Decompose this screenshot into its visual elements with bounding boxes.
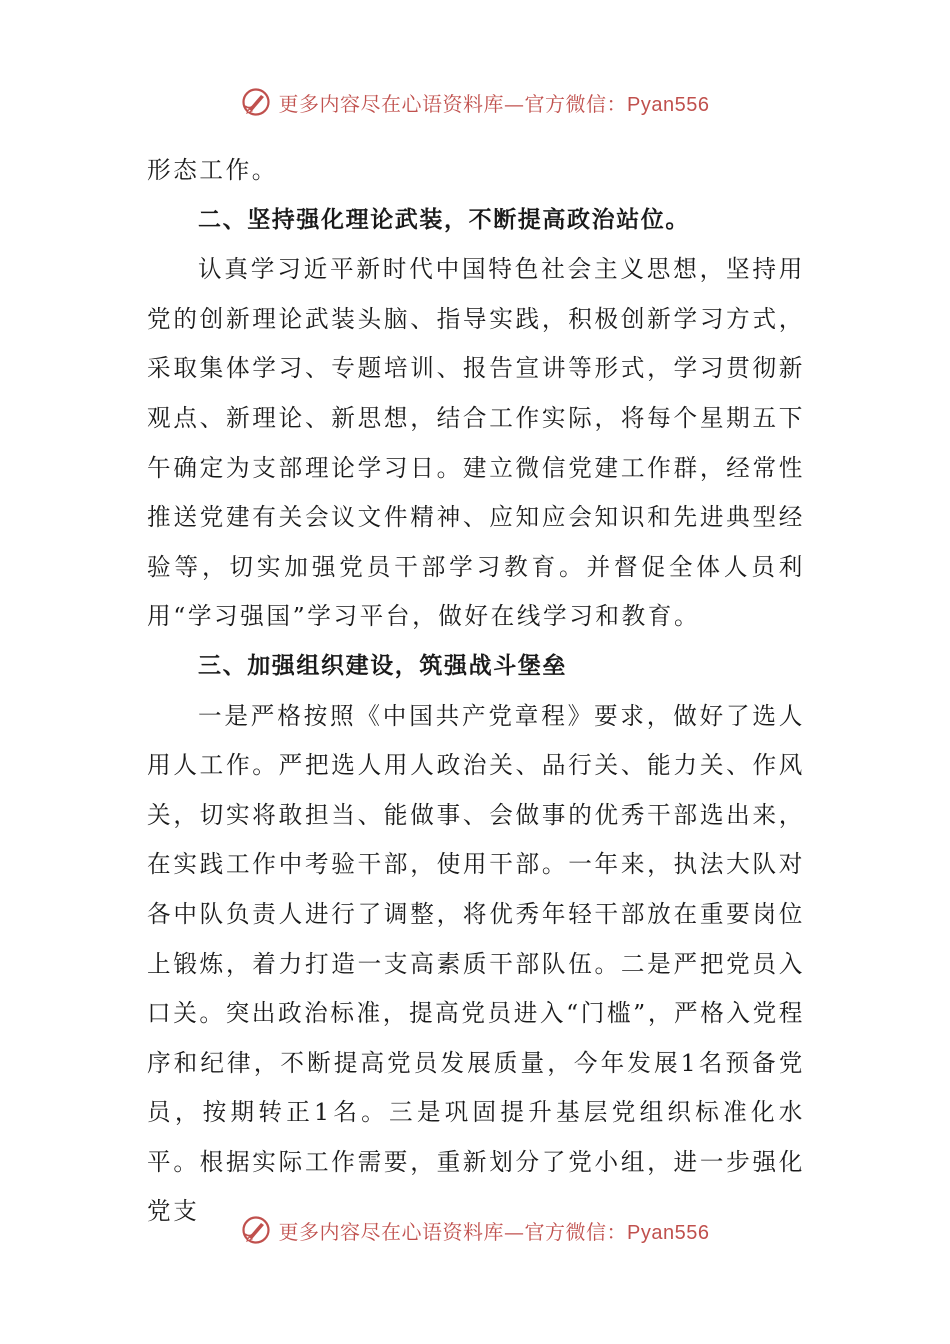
section-2-heading: 二、坚持强化理论武装，不断提高政治站位。 — [198, 206, 690, 233]
header-banner — [0, 80, 950, 124]
header-wechat-id: Pyan556 — [627, 93, 710, 116]
footer-banner-text — [279, 1216, 710, 1245]
pen-quill-logo-icon — [241, 87, 271, 117]
pen-quill-logo-icon — [241, 1215, 271, 1245]
document-body — [147, 146, 805, 1237]
section-2-paragraph: 认真学习近平新时代中国特色社会主义思想，坚持用党的创新理论武装头脑、指导实践，积极创新学习方式，采取集体学习、专题培训、报告宣讲等形式，学习贯彻新观点、新理论、新思想，结合工作实际，将每个星期五下午确定为支部理论学习日。建立微信党建工作群，经常性推送党建有关会议文件精神、应知应会知识和先进典型经验等，切实加强党员干部学习教育。并督促全体人员利用“学习强国”学习平台，做好在线学习和教育。 — [147, 255, 805, 631]
section-3-heading: 三、加强组织建设，筑强战斗堡垒 — [198, 652, 567, 679]
section-3-paragraph: 一是严格按照《中国共产党章程》要求，做好了选人用人工作。严把选人用人政治关、品行关、能力关、作风关，切实将敢担当、能做事、会做事的优秀干部选出来，在实践工作中考验干部，使用干部。一年来，执法大队对各中队负责人进行了调整，将优秀年轻干部放在重要岗位上锻炼，着力打造一支高素质干部队伍。二是严把党员入口关。突出政治标准，提高党员进入“门槛”，严格入党程序和纪律，不断提高党员发展质量，今年发展1名预备党员，按期转正1名。三是巩固提升基层党组织标准化水平。根据实际工作需要，重新划分了党小组，进一步强化党支 — [147, 701, 805, 1226]
header-banner-text — [279, 88, 710, 117]
header-slogan: 更多内容尽在心语资料库—官方微信： — [278, 91, 628, 116]
footer-slogan: 更多内容尽在心语资料库—官方微信： — [278, 1219, 628, 1244]
continuation-paragraph: 形态工作。 — [147, 156, 278, 184]
footer-banner — [0, 1208, 950, 1252]
footer-wechat-id: Pyan556 — [627, 1221, 710, 1244]
